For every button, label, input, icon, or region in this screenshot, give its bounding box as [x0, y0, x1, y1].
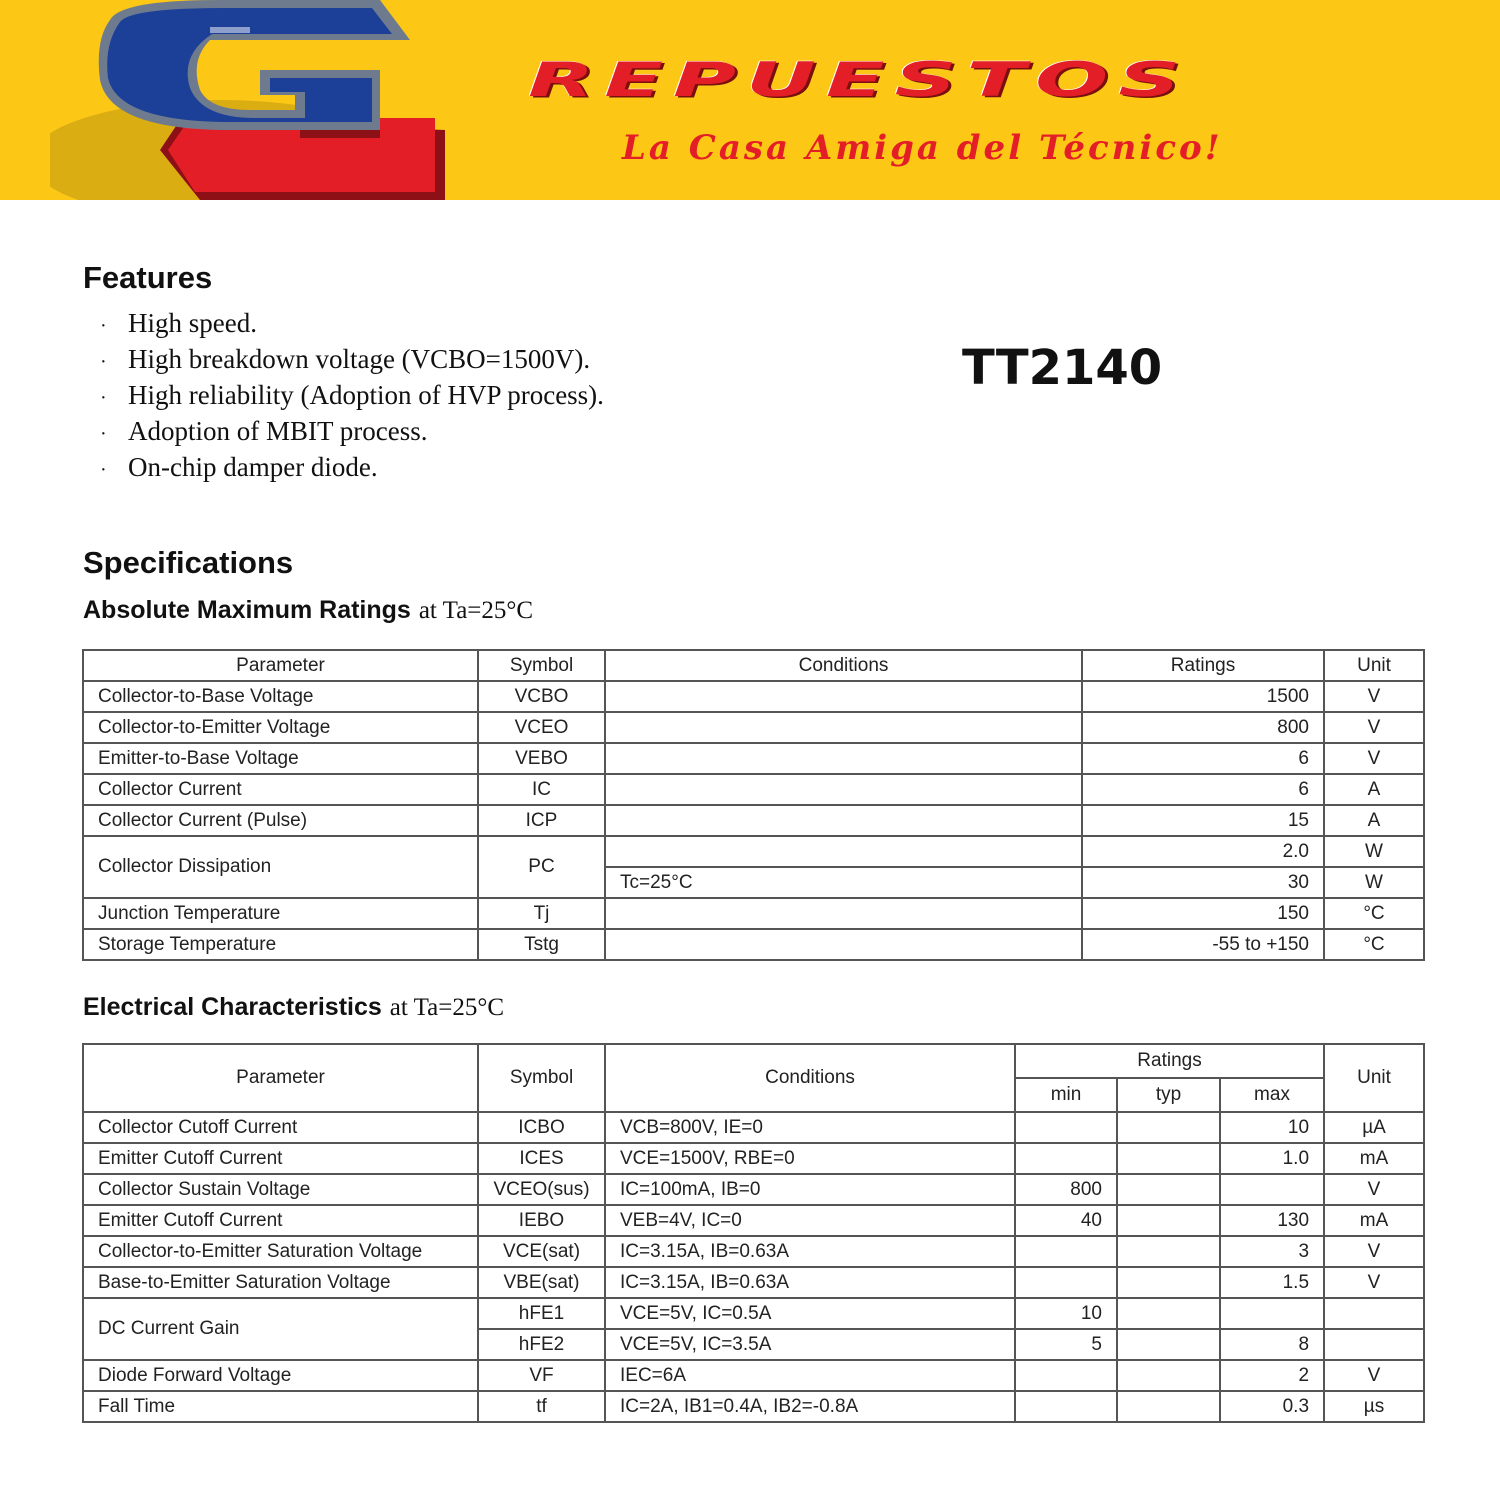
- header-conditions: Conditions: [605, 650, 1082, 681]
- parameter-cell: Emitter-to-Base Voltage: [83, 743, 478, 774]
- unit-cell: V: [1324, 1174, 1424, 1205]
- typ-cell: [1117, 1391, 1220, 1422]
- header-min: min: [1015, 1078, 1117, 1112]
- parameter-cell: Collector Current: [83, 774, 478, 805]
- unit-cell: [1324, 1298, 1424, 1329]
- feature-item: · High speed.: [100, 305, 604, 341]
- header-symbol: Symbol: [478, 1044, 605, 1112]
- unit-cell: µA: [1324, 1112, 1424, 1143]
- parameter-cell: Collector-to-Emitter Saturation Voltage: [83, 1236, 478, 1267]
- rating-cell: 6: [1082, 774, 1324, 805]
- min-cell: [1015, 1236, 1117, 1267]
- header-parameter: Parameter: [83, 650, 478, 681]
- rating-cell: 15: [1082, 805, 1324, 836]
- unit-cell: mA: [1324, 1205, 1424, 1236]
- conditions-cell: [605, 681, 1082, 712]
- conditions-cell: VCE=5V, IC=3.5A: [605, 1329, 1015, 1360]
- max-cell: 130: [1220, 1205, 1324, 1236]
- electrical-characteristics-table: [82, 1043, 1425, 1423]
- header-unit: Unit: [1324, 650, 1424, 681]
- max-cell: 0.3: [1220, 1391, 1324, 1422]
- header-max: max: [1220, 1078, 1324, 1112]
- absolute-ratings-title: Absolute Maximum Ratings at Ta=25°C: [83, 596, 534, 624]
- unit-cell: V: [1324, 743, 1424, 774]
- typ-cell: [1117, 1143, 1220, 1174]
- min-cell: [1015, 1360, 1117, 1391]
- unit-cell: V: [1324, 681, 1424, 712]
- specifications-heading: Specifications: [83, 545, 294, 580]
- header-symbol: Symbol: [478, 650, 605, 681]
- typ-cell: [1117, 1360, 1220, 1391]
- min-cell: [1015, 1391, 1117, 1422]
- symbol-cell: hFE1: [478, 1298, 605, 1329]
- conditions-cell: VCE=5V, IC=0.5A: [605, 1298, 1015, 1329]
- features-heading: Features: [83, 260, 213, 295]
- conditions-cell: IC=3.15A, IB=0.63A: [605, 1267, 1015, 1298]
- header-conditions: Conditions: [605, 1044, 1015, 1112]
- table-row: [83, 1205, 1424, 1236]
- unit-cell: µs: [1324, 1391, 1424, 1422]
- table-row: [83, 712, 1424, 743]
- symbol-cell: IC: [478, 774, 605, 805]
- typ-cell: [1117, 1298, 1220, 1329]
- max-cell: 1.0: [1220, 1143, 1324, 1174]
- typ-cell: [1117, 1112, 1220, 1143]
- bullet-icon: ·: [100, 315, 107, 337]
- max-cell: 3: [1220, 1236, 1324, 1267]
- conditions-cell: VCB=800V, IE=0: [605, 1112, 1015, 1143]
- header-parameter: Parameter: [83, 1044, 478, 1112]
- min-cell: 5: [1015, 1329, 1117, 1360]
- table-row: [83, 1391, 1424, 1422]
- min-cell: [1015, 1143, 1117, 1174]
- conditions-cell: [605, 774, 1082, 805]
- parameter-cell: DC Current Gain: [83, 1298, 478, 1360]
- max-cell: 2: [1220, 1360, 1324, 1391]
- max-cell: 10: [1220, 1112, 1324, 1143]
- feature-item: · Adoption of MBIT process.: [100, 413, 604, 449]
- table-row: [83, 1174, 1424, 1205]
- conditions-cell: IC=100mA, IB=0: [605, 1174, 1015, 1205]
- symbol-cell: ICES: [478, 1143, 605, 1174]
- header-ratings: Ratings: [1015, 1044, 1324, 1078]
- bullet-icon: ·: [100, 387, 107, 409]
- unit-cell: [1324, 1329, 1424, 1360]
- unit-cell: V: [1324, 1267, 1424, 1298]
- unit-cell: W: [1324, 836, 1424, 867]
- min-cell: 40: [1015, 1205, 1117, 1236]
- conditions-cell: IC=3.15A, IB=0.63A: [605, 1236, 1015, 1267]
- symbol-cell: VF: [478, 1360, 605, 1391]
- brand-slogan: La Casa Amiga del Técnico!: [622, 128, 1223, 168]
- conditions-cell: IC=2A, IB1=0.4A, IB2=-0.8A: [605, 1391, 1015, 1422]
- parameter-cell: Collector Cutoff Current: [83, 1112, 478, 1143]
- unit-cell: V: [1324, 712, 1424, 743]
- table-row: [83, 774, 1424, 805]
- electrical-characteristics-title: Electrical Characteristics at Ta=25°C: [83, 993, 505, 1021]
- conditions-cell: [605, 712, 1082, 743]
- conditions-cell: [605, 929, 1082, 960]
- parameter-cell: Collector Sustain Voltage: [83, 1174, 478, 1205]
- header-typ: typ: [1117, 1078, 1220, 1112]
- table-row: [83, 929, 1424, 960]
- rating-cell: 30: [1082, 867, 1324, 898]
- symbol-cell: tf: [478, 1391, 605, 1422]
- table-row: [83, 1112, 1424, 1143]
- table-header-row: [83, 1044, 1424, 1078]
- table-row: [83, 805, 1424, 836]
- conditions-cell: [605, 898, 1082, 929]
- parameter-cell: Base-to-Emitter Saturation Voltage: [83, 1267, 478, 1298]
- conditions-cell: VEB=4V, IC=0: [605, 1205, 1015, 1236]
- conditions-cell: VCE=1500V, RBE=0: [605, 1143, 1015, 1174]
- unit-cell: A: [1324, 774, 1424, 805]
- min-cell: 10: [1015, 1298, 1117, 1329]
- symbol-cell: Tstg: [478, 929, 605, 960]
- max-cell: 8: [1220, 1329, 1324, 1360]
- rating-cell: 800: [1082, 712, 1324, 743]
- symbol-cell: VCEO(sus): [478, 1174, 605, 1205]
- parameter-cell: Collector Current (Pulse): [83, 805, 478, 836]
- parameter-cell: Fall Time: [83, 1391, 478, 1422]
- symbol-cell: VBE(sat): [478, 1267, 605, 1298]
- bullet-icon: ·: [100, 459, 107, 481]
- min-cell: [1015, 1112, 1117, 1143]
- rating-cell: 150: [1082, 898, 1324, 929]
- max-cell: [1220, 1174, 1324, 1205]
- absolute-ratings-condition: at Ta=25°C: [418, 597, 534, 624]
- symbol-cell: ICBO: [478, 1112, 605, 1143]
- parameter-cell: Emitter Cutoff Current: [83, 1143, 478, 1174]
- table-header-row: [83, 650, 1424, 681]
- header-ratings: Ratings: [1082, 650, 1324, 681]
- symbol-cell: VCE(sat): [478, 1236, 605, 1267]
- table-row: [83, 681, 1424, 712]
- features-list: [100, 305, 604, 485]
- header-unit: Unit: [1324, 1044, 1424, 1112]
- bullet-icon: ·: [100, 351, 107, 373]
- table-row: [83, 1267, 1424, 1298]
- feature-item: · High breakdown voltage (VCBO=1500V).: [100, 341, 604, 377]
- typ-cell: [1117, 1329, 1220, 1360]
- feature-item: · High reliability (Adoption of HVP process).: [100, 377, 604, 413]
- conditions-cell: [605, 743, 1082, 774]
- rating-cell: 1500: [1082, 681, 1324, 712]
- parameter-cell: Storage Temperature: [83, 929, 478, 960]
- parameter-cell: Diode Forward Voltage: [83, 1360, 478, 1391]
- unit-cell: °C: [1324, 929, 1424, 960]
- conditions-cell: [605, 805, 1082, 836]
- min-cell: 800: [1015, 1174, 1117, 1205]
- unit-cell: W: [1324, 867, 1424, 898]
- parameter-cell: Collector-to-Emitter Voltage: [83, 712, 478, 743]
- unit-cell: A: [1324, 805, 1424, 836]
- symbol-cell: VEBO: [478, 743, 605, 774]
- table-row: [83, 898, 1424, 929]
- table-row: [83, 1236, 1424, 1267]
- unit-cell: V: [1324, 1360, 1424, 1391]
- table-row: [83, 1298, 1424, 1329]
- symbol-cell: Tj: [478, 898, 605, 929]
- rating-cell: 2.0: [1082, 836, 1324, 867]
- feature-item: · On-chip damper diode.: [100, 449, 604, 485]
- table-row: [83, 1143, 1424, 1174]
- unit-cell: mA: [1324, 1143, 1424, 1174]
- conditions-cell: Tc=25°C: [605, 867, 1082, 898]
- parameter-cell: Junction Temperature: [83, 898, 478, 929]
- unit-cell: °C: [1324, 898, 1424, 929]
- rating-cell: -55 to +150: [1082, 929, 1324, 960]
- typ-cell: [1117, 1205, 1220, 1236]
- gg-logo-icon: [50, 0, 510, 200]
- symbol-cell: IEBO: [478, 1205, 605, 1236]
- table-row: [83, 743, 1424, 774]
- min-cell: [1015, 1267, 1117, 1298]
- symbol-cell: hFE2: [478, 1329, 605, 1360]
- conditions-cell: [605, 836, 1082, 867]
- typ-cell: [1117, 1236, 1220, 1267]
- table-row: [83, 836, 1424, 867]
- part-number: TT2140: [962, 340, 1163, 396]
- max-cell: 1.5: [1220, 1267, 1324, 1298]
- absolute-ratings-table: [82, 649, 1425, 961]
- rating-cell: 6: [1082, 743, 1324, 774]
- max-cell: [1220, 1298, 1324, 1329]
- symbol-cell: VCBO: [478, 681, 605, 712]
- symbol-cell: ICP: [478, 805, 605, 836]
- unit-cell: V: [1324, 1236, 1424, 1267]
- parameter-cell: Collector Dissipation: [83, 836, 478, 898]
- table-row: [83, 1360, 1424, 1391]
- symbol-cell: VCEO: [478, 712, 605, 743]
- parameter-cell: Emitter Cutoff Current: [83, 1205, 478, 1236]
- header-banner: [0, 0, 1500, 200]
- bullet-icon: ·: [100, 423, 107, 445]
- parameter-cell: Collector-to-Base Voltage: [83, 681, 478, 712]
- symbol-cell: PC: [478, 836, 605, 898]
- typ-cell: [1117, 1174, 1220, 1205]
- electrical-characteristics-condition: at Ta=25°C: [389, 994, 505, 1021]
- brand-title: REPUESTOS: [528, 52, 1191, 108]
- typ-cell: [1117, 1267, 1220, 1298]
- conditions-cell: IEC=6A: [605, 1360, 1015, 1391]
